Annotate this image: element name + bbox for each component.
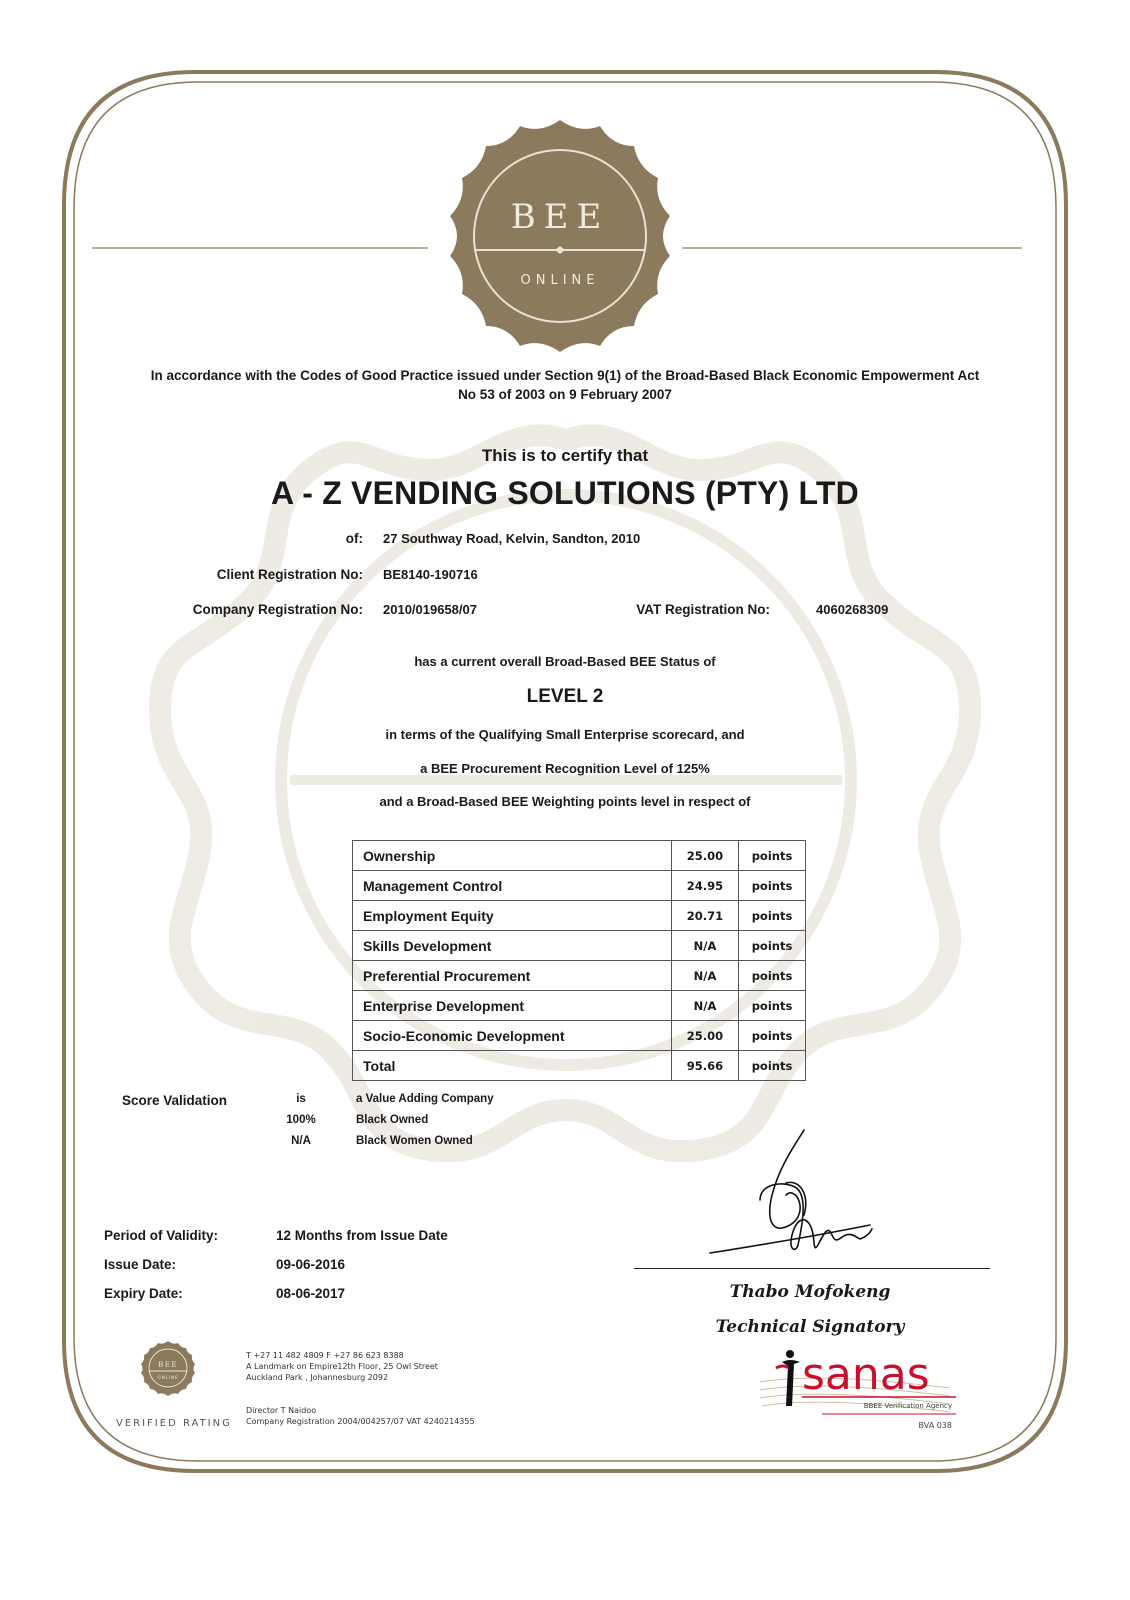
status-line-3: a BEE Procurement Recognition Level of 125% xyxy=(420,761,710,776)
small-seal-top: BEE xyxy=(158,1361,178,1369)
vat-value: 4060268309 xyxy=(816,602,889,617)
table-row xyxy=(353,961,806,991)
seal-bottom-text: ONLINE xyxy=(520,273,600,288)
bee-online-logo xyxy=(430,116,690,356)
sanas-wordmark: sanas xyxy=(802,1349,930,1400)
seal-top-text: BEE xyxy=(510,197,610,237)
score-category: Employment Equity xyxy=(353,901,672,931)
contact-line-3: Auckland Park , Johannesburg 2092 xyxy=(246,1373,389,1382)
score-value: N/A xyxy=(672,961,739,991)
status-line-1: has a current overall Broad-Based BEE Status of xyxy=(414,654,716,669)
score-unit: points xyxy=(739,841,806,871)
score-value: 25.00 xyxy=(672,1021,739,1051)
table-row xyxy=(353,931,806,961)
director-line: Director T Naidoo xyxy=(246,1406,317,1415)
of-label: of: xyxy=(345,531,363,546)
verified-seal-logo xyxy=(138,1340,198,1398)
validation-text: a Value Adding Company xyxy=(356,1093,494,1105)
company-name: A - Z VENDING SOLUTIONS (PTY) LTD xyxy=(271,475,859,511)
validation-qualifier: 100% xyxy=(286,1114,316,1126)
score-category: Enterprise Development xyxy=(353,991,672,1021)
verified-rating-text: VERIFIED RATING xyxy=(116,1418,232,1429)
validation-text: Black Owned xyxy=(356,1114,429,1126)
validation-text: Black Women Owned xyxy=(356,1135,473,1147)
expiry-date-value: 08-06-2017 xyxy=(276,1286,346,1301)
period-value: 12 Months from Issue Date xyxy=(276,1228,448,1243)
sanas-figure-icon xyxy=(776,1350,800,1406)
company-reg-label: Company Registration No: xyxy=(192,602,363,617)
certify-heading: This is to certify that xyxy=(481,446,649,465)
signatory-name: Thabo Mofokeng xyxy=(729,1282,891,1302)
score-category: Total xyxy=(353,1051,672,1081)
table-row xyxy=(353,991,806,1021)
score-unit: points xyxy=(739,931,806,961)
contact-line-2: A Landmark on Empire12th Floor, 25 Owl Street xyxy=(246,1362,438,1371)
score-category: Preferential Procurement xyxy=(353,961,672,991)
address-value: 27 Southway Road, Kelvin, Sandton, 2010 xyxy=(383,531,641,546)
status-line-2: in terms of the Qualifying Small Enterprise scorecard, and xyxy=(385,727,745,742)
client-reg-label: Client Registration No: xyxy=(216,567,363,582)
table-row xyxy=(353,841,806,871)
table-row xyxy=(353,901,806,931)
score-value: N/A xyxy=(672,991,739,1021)
score-unit: points xyxy=(739,871,806,901)
score-category: Socio-Economic Development xyxy=(353,1021,672,1051)
small-seal-bottom: ONLINE xyxy=(157,1375,179,1380)
expiry-date-label: Expiry Date: xyxy=(104,1286,183,1301)
bee-level: LEVEL 2 xyxy=(526,686,604,707)
score-unit: points xyxy=(739,961,806,991)
score-value: 95.66 xyxy=(672,1051,739,1081)
score-value: 20.71 xyxy=(672,901,739,931)
table-row-total xyxy=(353,1051,806,1081)
company-reg-footer: Company Registration 2004/004257/07 VAT 4240214355 xyxy=(246,1417,475,1426)
scores-table xyxy=(352,840,806,1081)
table-row xyxy=(353,871,806,901)
score-unit: points xyxy=(739,1051,806,1081)
score-unit: points xyxy=(739,1021,806,1051)
issue-date-label: Issue Date: xyxy=(104,1257,177,1272)
score-category: Ownership xyxy=(353,841,672,871)
issue-date-value: 09-06-2016 xyxy=(276,1257,346,1272)
validation-qualifier: N/A xyxy=(291,1135,311,1147)
sanas-logo xyxy=(760,1342,960,1434)
vat-label: VAT Registration No: xyxy=(636,602,770,617)
period-label: Period of Validity: xyxy=(104,1228,219,1243)
sanas-tagline: BBEE Verification Agency xyxy=(863,1402,952,1410)
score-category: Management Control xyxy=(353,871,672,901)
contact-line-1: T +27 11 482 4809 F +27 86 623 8388 xyxy=(246,1351,404,1360)
status-line-4: and a Broad-Based BEE Weighting points level in respect of xyxy=(379,794,751,809)
signature-line xyxy=(634,1268,990,1269)
intro-text: In accordance with the Codes of Good Practice issued under Section 9(1) of the Broad-Based Black Economic Empowerment Act No 53 of 2003 on 9 February 2007 xyxy=(150,368,980,402)
score-category: Skills Development xyxy=(353,931,672,961)
score-value: 25.00 xyxy=(672,841,739,871)
signatory-title: Technical Signatory xyxy=(715,1317,905,1337)
signature-icon xyxy=(700,1125,900,1265)
sanas-code: BVA 038 xyxy=(918,1421,952,1430)
score-unit: points xyxy=(739,991,806,1021)
score-value: N/A xyxy=(672,931,739,961)
client-reg-value: BE8140-190716 xyxy=(383,567,478,582)
score-unit: points xyxy=(739,901,806,931)
company-reg-value: 2010/019658/07 xyxy=(383,602,477,617)
table-row xyxy=(353,1021,806,1051)
validation-qualifier: is xyxy=(296,1093,306,1105)
score-value: 24.95 xyxy=(672,871,739,901)
score-validation-label: Score Validation xyxy=(122,1093,228,1108)
